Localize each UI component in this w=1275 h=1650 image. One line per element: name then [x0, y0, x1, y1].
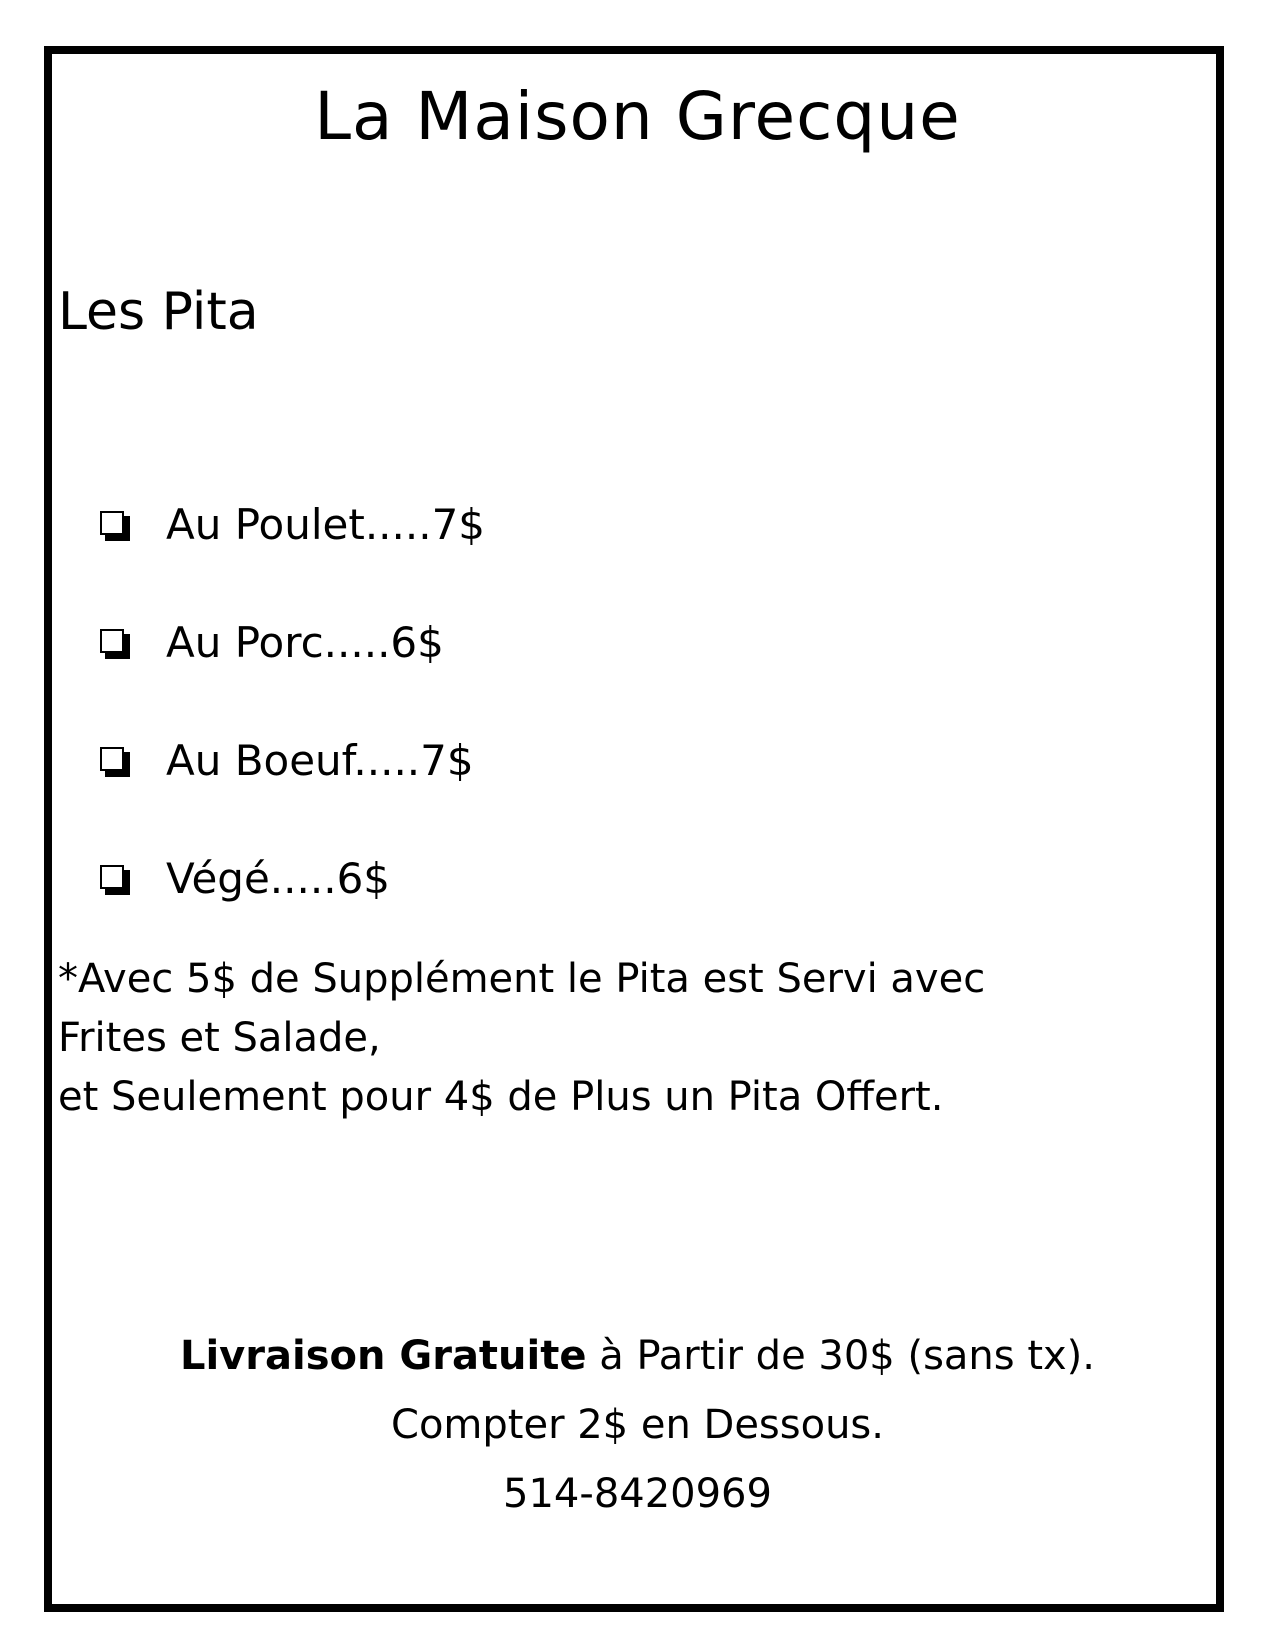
checkbox-icon — [100, 511, 128, 539]
supplement-note — [58, 950, 1188, 1127]
menu-item-poulet — [100, 466, 485, 584]
delivery-bold-text: Livraison Gratuite — [179, 1333, 587, 1379]
delivery-footer — [0, 1322, 1275, 1529]
section-title: Les Pita — [58, 282, 259, 342]
delivery-rest-text: à Partir de 30$ (sans tx). — [586, 1333, 1095, 1379]
restaurant-title: La Maison Grecque — [314, 78, 961, 155]
menu-list — [100, 466, 485, 938]
menu-item-label: Végé.....6$ — [166, 854, 391, 903]
note-line-3: et Seulement pour 4$ de Plus un Pita Offert. — [58, 1074, 944, 1120]
checkbox-icon — [100, 629, 128, 657]
checkbox-icon — [100, 747, 128, 775]
menu-item-vege — [100, 820, 485, 938]
menu-item-label: Au Boeuf.....7$ — [166, 736, 474, 785]
checkbox-icon — [100, 865, 128, 893]
delivery-line — [0, 1322, 1275, 1391]
menu-item-porc — [100, 584, 485, 702]
note-line-1: *Avec 5$ de Supplément le Pita est Servi avec — [58, 956, 986, 1002]
note-line-2: Frites et Salade, — [58, 1015, 381, 1061]
menu-item-label: Au Porc.....6$ — [166, 618, 444, 667]
phone-number: 514-8420969 — [503, 1471, 772, 1517]
menu-item-boeuf — [100, 702, 485, 820]
menu-item-label: Au Poulet.....7$ — [166, 500, 486, 549]
delivery-below-text: Compter 2$ en Dessous. — [391, 1402, 884, 1448]
